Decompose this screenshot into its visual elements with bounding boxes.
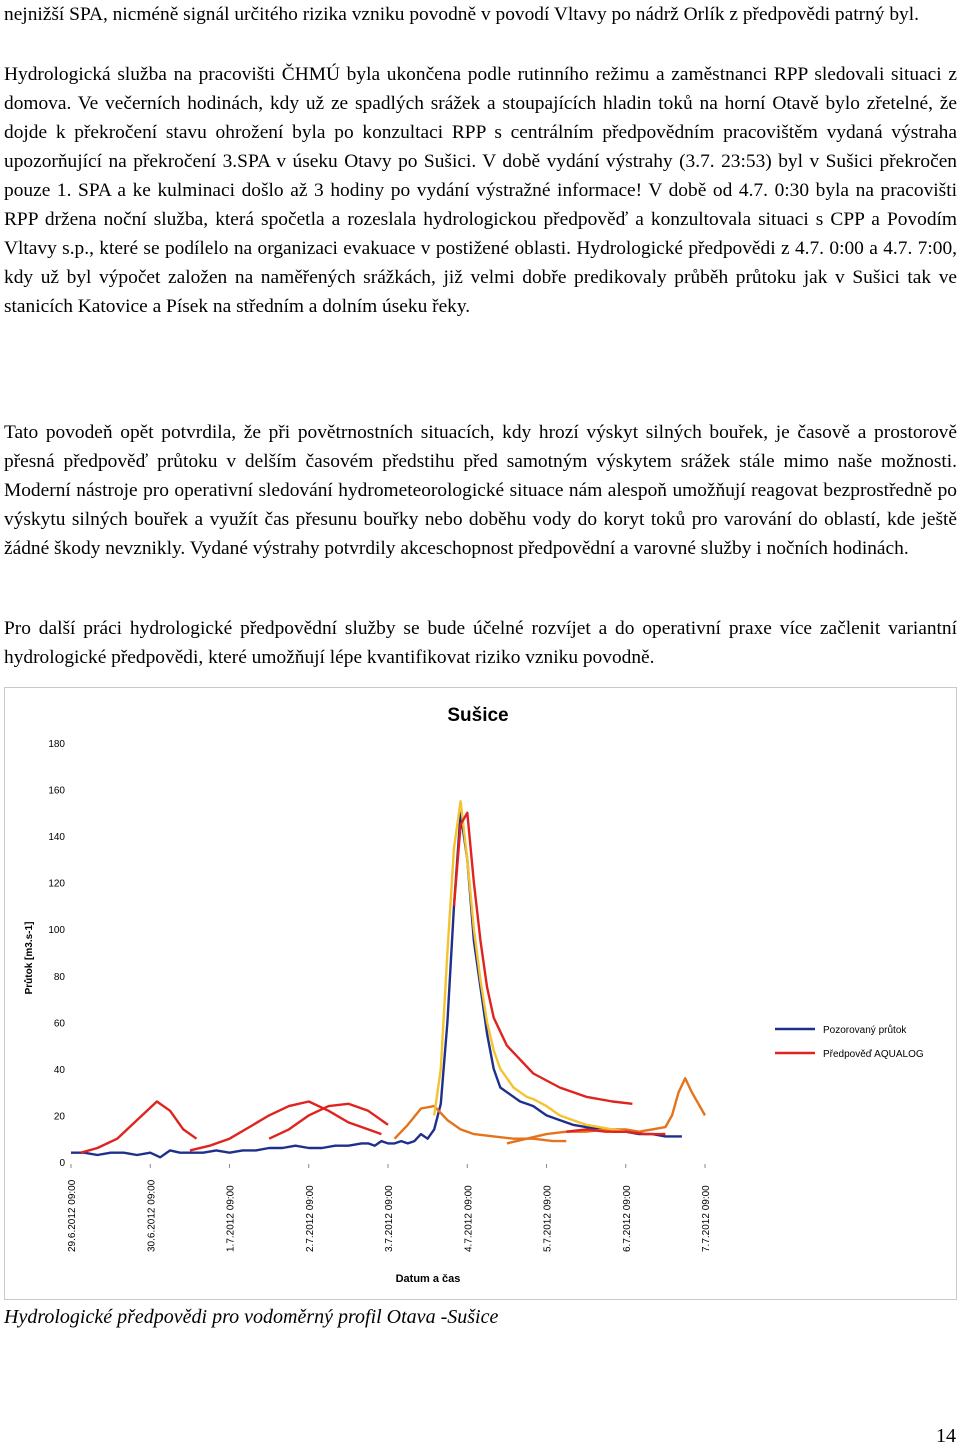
paragraph-3 — [4, 418, 957, 563]
y-tick-label: 120 — [48, 878, 65, 890]
series-line-7 — [454, 813, 632, 1104]
paragraph-4 — [4, 614, 957, 672]
x-tick-label: 3.7.2012 09:00 — [384, 1185, 395, 1252]
paragraph-3-text: Tato povodeň opět potvrdila, že při povětrnostních situacích, kdy hrozí výskyt silných bouřek, je časově a prostorově přesná předpověď průtoku v delším časovém předstihu před samotným výskytem srážek stále mimo naše možnosti. Moderní nástroje pro operativní sledování hydrometeorologické situace nám alespoň umožňují reagovat bezprostředně po výskytu silných bouřek a využít čas přesunu bouřky nebo doběhu vody do koryt toků pro varování do oblastí, kde ještě žádné škody nevznikly. Vydané výstrahy potvrdily akceschopnost předpovědní a varovné služby i nočních hodinách. — [4, 422, 957, 559]
series-line-1 — [81, 1102, 197, 1153]
y-tick-label: 40 — [53, 1064, 65, 1076]
x-tick-label: 1.7.2012 09:00 — [225, 1185, 237, 1252]
x-tick-label: 4.7.2012 09:00 — [463, 1185, 475, 1252]
x-tick-label: 2.7.2012 09:00 — [304, 1185, 316, 1252]
y-tick-label: 180 — [48, 739, 65, 750]
x-tick-label: 7.7.2012 09:00 — [701, 1185, 712, 1252]
y-tick-label: 160 — [48, 785, 65, 797]
paragraph-1 — [4, 0, 957, 29]
paragraph-4-text: Pro další práci hydrologické předpovědní služby se bude účelné rozvíjet a do operativní praxe více začlenit variantní hydrologické předpovědi, které umožňují lépe kvantifikovat riziko vzniku povodně. — [4, 618, 957, 668]
series-line-3 — [269, 1104, 388, 1139]
paragraph-2-text: Hydrologická služba na pracovišti ČHMÚ byla ukončena podle rutinního režimu a zaměstnanci RPP sledovali situaci z domova. Ve večerních hodinách, kdy už ze spadlých srážek a stoupajících hladin toků na horní Otavě bylo zřetelné, že dojde k překročení stavu ohrožení byla po konzultaci RPP s centrálním předpovědním pracovištěm vydaná výstraha upozorňující na překročení 3.SPA v úseku Otavy po Sušici. V době vydání výstrahy (3.7. 23:53) byl v Sušici překročen pouze 1. SPA a ke kulminaci došlo až 3 hodiny po vydání výstražné informace! V době od 4.7. 0:30 byla na pracovišti RPP držena noční služba, která spočetla a rozeslala hydrologickou předpověď a konzultovala situaci s CPP a Povodím Vltavy s.p., které se podílelo na organizaci evakuace v postižené oblasti. Hydrologické předpovědi z 4.7. 0:00 a 4.7. 7:00, kdy už byl výpočet založen na naměřených srážkách, již velmi dobře predikovaly průběh průtoku jak v Sušici tak ve stanicích Katovice a Písek na středním a dolním úseku řeky. — [4, 64, 957, 317]
legend-label: Pozorovaný průtok — [823, 1025, 907, 1036]
x-tick-label: 6.7.2012 09:00 — [621, 1185, 633, 1252]
paragraph-2 — [4, 60, 957, 321]
chart-y-axis-label: Průtok [m3.s-1] — [24, 921, 35, 995]
series-line-6 — [434, 801, 626, 1131]
chart-figure — [4, 687, 957, 1300]
page-number: 14 — [936, 1425, 956, 1447]
chart-svg — [5, 688, 958, 1301]
y-tick-label: 140 — [48, 832, 65, 844]
chart-x-axis-label: Datum a čas — [395, 1273, 461, 1285]
chart-legend — [775, 1024, 924, 1060]
paragraph-1-text: nejnižší SPA, nicméně signál určitého rizika vzniku povodně v povodí Vltavy po nádrž Orlík z předpovědi patrný byl. — [4, 4, 919, 25]
legend-label: Předpověď AQUALOG — [823, 1049, 924, 1060]
series-line-5 — [507, 1078, 705, 1143]
chart-title: Sušice — [447, 705, 509, 726]
series-line-2 — [190, 1102, 382, 1151]
y-tick-label: 60 — [53, 1018, 65, 1030]
x-tick-label: 29.6.2012 09:00 — [67, 1179, 78, 1252]
y-tick-label: 80 — [53, 971, 65, 983]
y-tick-label: 0 — [59, 1158, 65, 1169]
y-tick-label: 20 — [53, 1111, 65, 1123]
x-tick-label: 5.7.2012 09:00 — [542, 1185, 554, 1252]
x-tick-label: 30.6.2012 09:00 — [146, 1179, 158, 1252]
figure-caption: Hydrologické předpovědi pro vodoměrný profil Otava -Sušice — [4, 1306, 499, 1328]
y-tick-label: 100 — [48, 925, 65, 937]
